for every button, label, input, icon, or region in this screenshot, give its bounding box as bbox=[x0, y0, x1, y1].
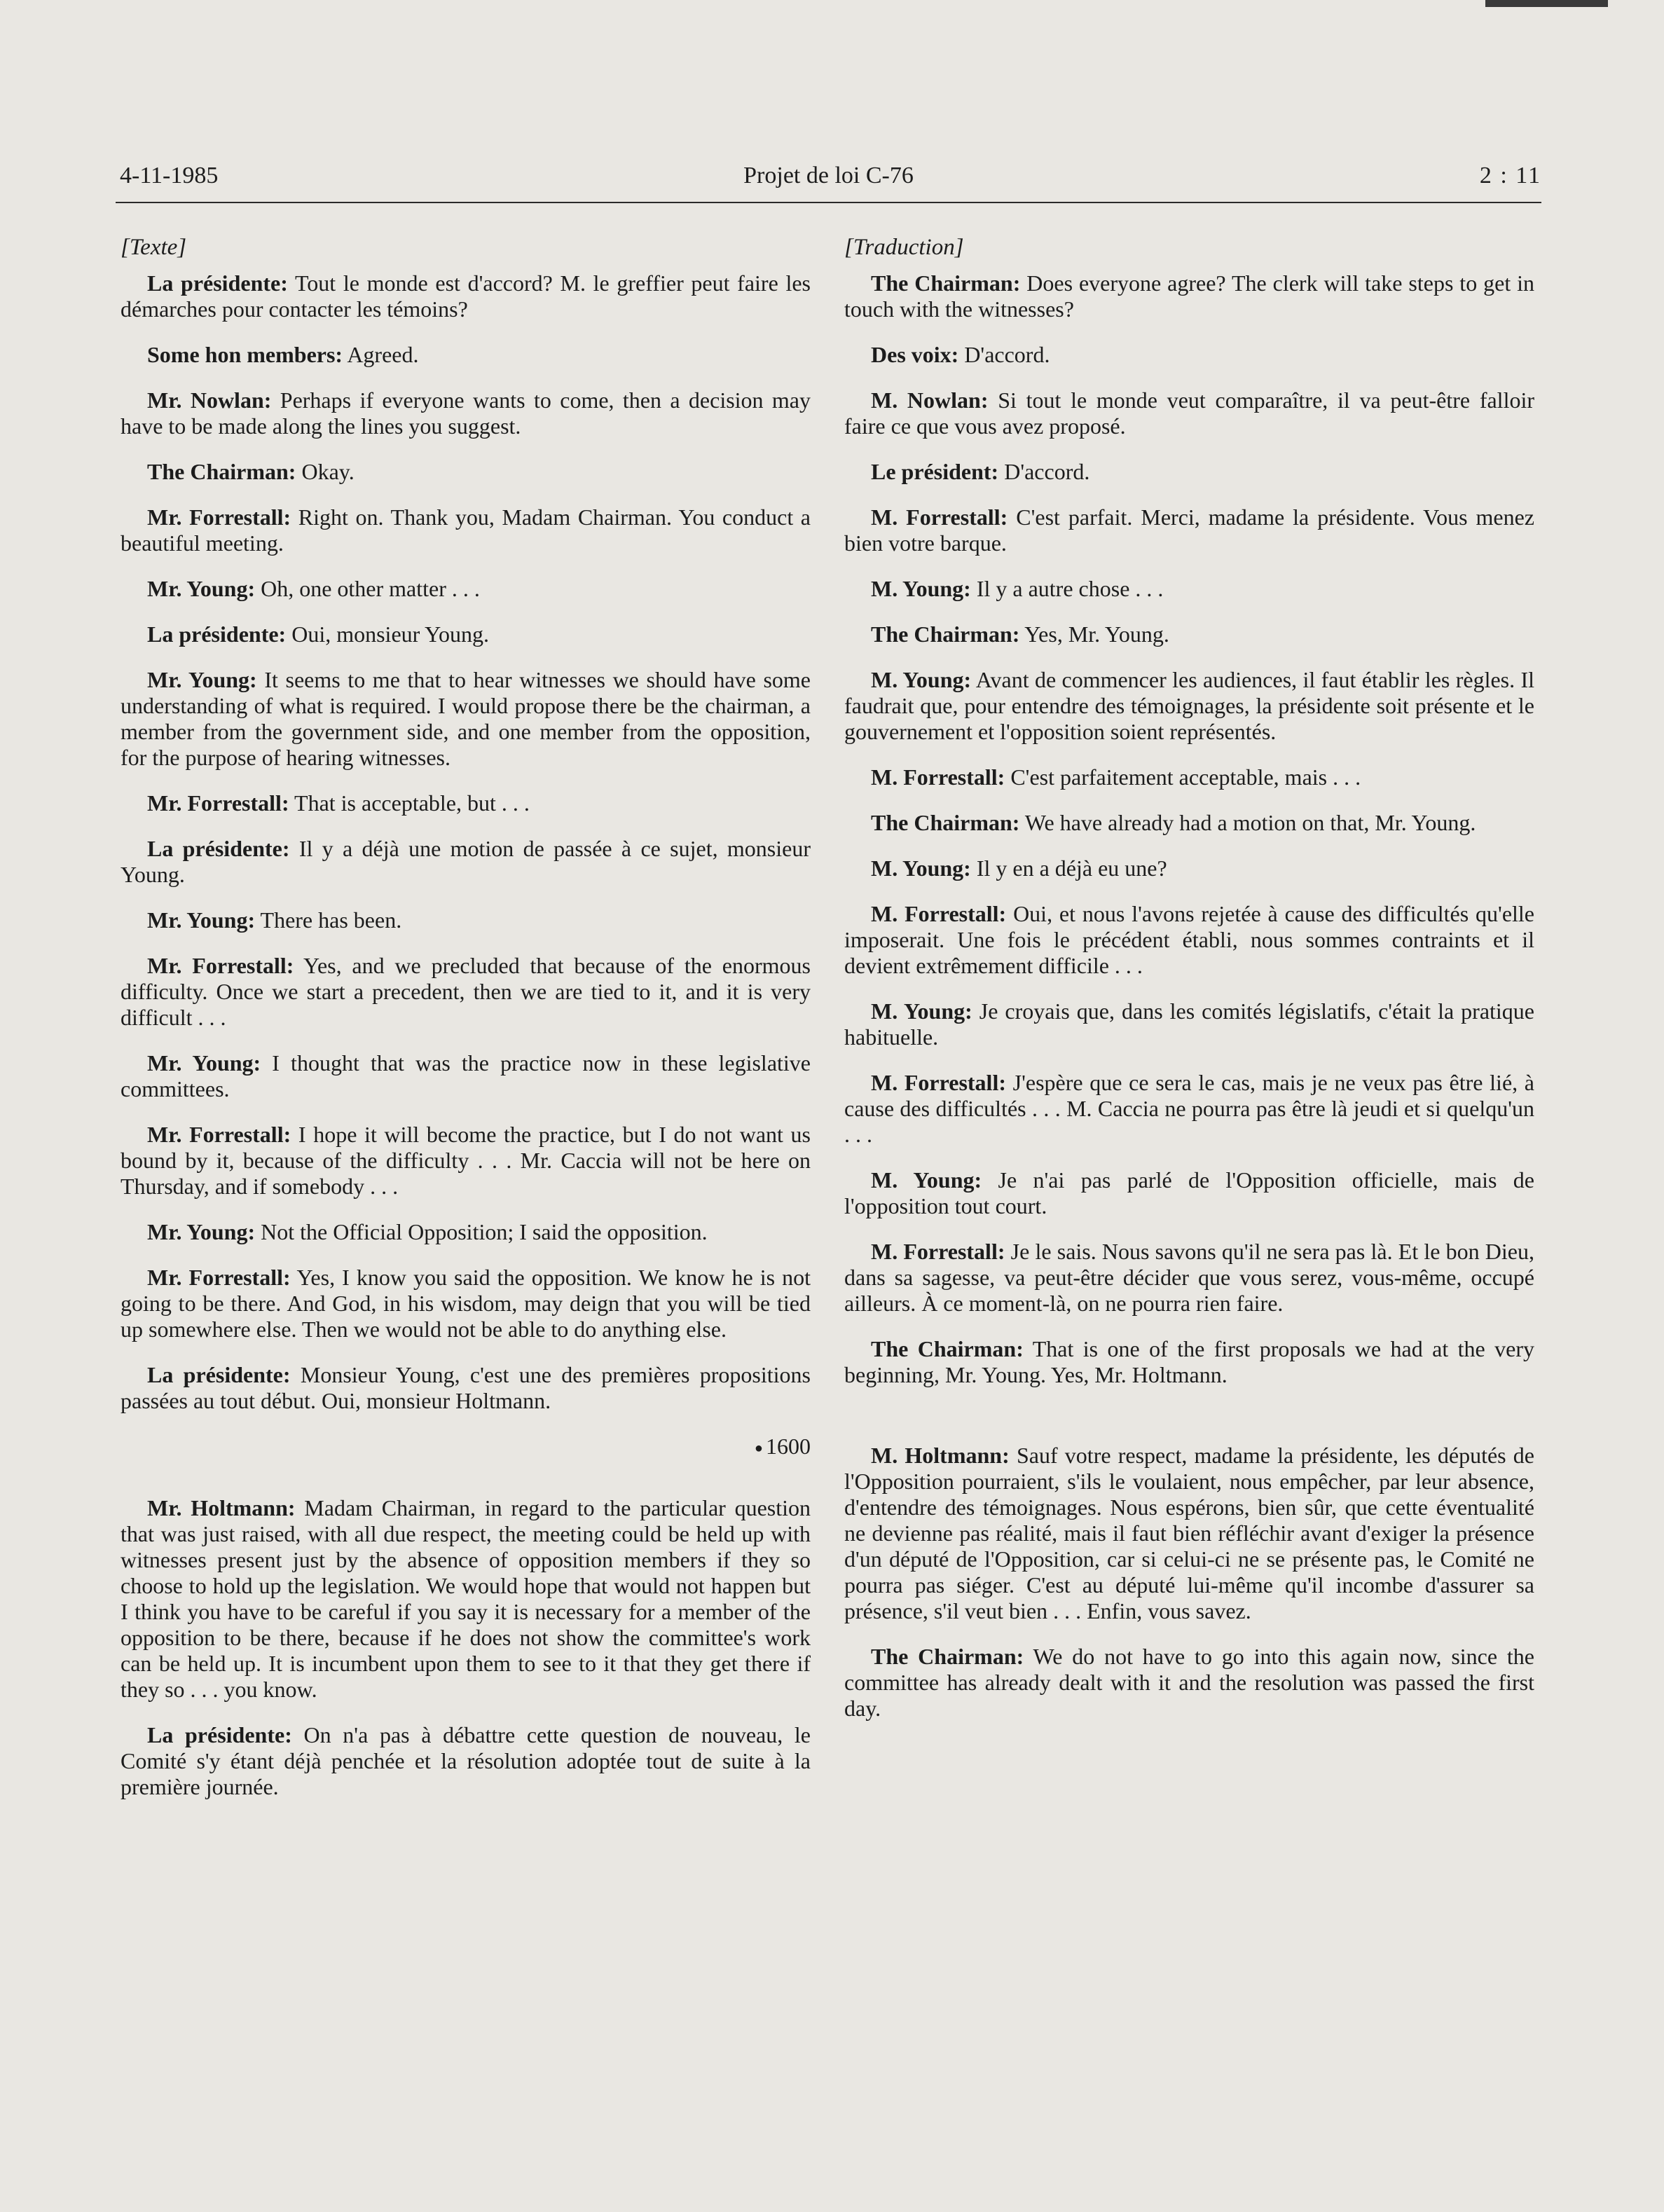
speech-text: Perhaps if everyone wants to come, then a decision may have to be made along the lines you suggest. bbox=[121, 387, 811, 439]
transcript-paragraph bbox=[121, 504, 811, 556]
speaker-name: M. Forrestall: bbox=[871, 1070, 1006, 1095]
transcript-paragraph bbox=[844, 998, 1534, 1050]
speaker-name: The Chairman: bbox=[871, 1644, 1024, 1669]
right-column bbox=[844, 235, 1534, 1741]
bullet-icon: ● bbox=[754, 1441, 763, 1457]
speaker-name: The Chairman: bbox=[871, 810, 1020, 835]
speaker-name: M. Young: bbox=[871, 1167, 982, 1193]
speaker-name: La présidente: bbox=[147, 1362, 291, 1387]
speech-text: Il y a autre chose . . . bbox=[970, 576, 1164, 601]
speaker-name: Mr. Holtmann: bbox=[147, 1495, 296, 1521]
transcript-paragraph bbox=[844, 621, 1534, 647]
transcript-paragraph bbox=[121, 621, 811, 647]
speech-text: Yes, I know you said the opposition. We know he is not going to be there. And God, in his wisdom, may deign that you will be tied up somewhere else. Then we would not be able to do anything else. bbox=[121, 1265, 811, 1342]
transcript-paragraph bbox=[844, 764, 1534, 790]
speech-text: Right on. Thank you, Madam Chairman. You conduct a beautiful meeting. bbox=[121, 504, 811, 556]
left-paragraphs bbox=[121, 270, 811, 1414]
speaker-name: The Chairman: bbox=[147, 459, 296, 484]
left-column bbox=[121, 235, 811, 1820]
speech-text: I hope it will become the practice, but I do not want us bound by it, because of the difficulty . . . Mr. Caccia will not be here on Thursday, and if somebody . . . bbox=[121, 1122, 811, 1199]
speaker-name: Mr. Forrestall: bbox=[147, 790, 289, 816]
header-rule bbox=[116, 202, 1541, 203]
speech-text: We have already had a motion on that, Mr. Young. bbox=[1019, 810, 1476, 835]
transcript-paragraph bbox=[844, 1167, 1534, 1219]
time-marker bbox=[121, 1434, 811, 1462]
speaker-name: Mr. Nowlan: bbox=[147, 387, 272, 413]
transcript-paragraph bbox=[121, 667, 811, 771]
transcript-paragraph bbox=[121, 1219, 811, 1245]
speech-text: Sauf votre respect, madame la présidente, les députés de l'Opposition pourraient, s'ils le voulaient, nous empêcher, par leur absence, d'entendre des témoignages. Nous espérons, bien sûr, que cette éventualité ne devienne pas réalité, mais il faut bien réfléchir avant d'exiger la présence d'un député de l'Opposition, car si celui-ci ne se présente pas, le Comité ne pourra pas siéger. C'est au député lui-même qu'il incombe d'assurer sa présence, s'il veut bien . . . Enfin, vous savez. bbox=[844, 1443, 1535, 1623]
transcript-paragraph bbox=[121, 1265, 811, 1342]
transcript-paragraph bbox=[844, 1443, 1534, 1624]
speaker-name: The Chairman: bbox=[871, 270, 1021, 296]
speech-text: I thought that was the practice now in these legislative committees. bbox=[121, 1050, 811, 1101]
speaker-name: M. Nowlan: bbox=[871, 387, 989, 413]
transcript-paragraph bbox=[121, 953, 811, 1031]
transcript-paragraph bbox=[121, 1122, 811, 1200]
transcript-paragraph bbox=[844, 667, 1534, 745]
speaker-name: M. Young: bbox=[871, 856, 971, 881]
transcript-paragraph bbox=[121, 836, 811, 888]
transcript-paragraph bbox=[121, 790, 811, 816]
transcript-paragraph bbox=[844, 856, 1534, 881]
speech-text: Oh, one other matter . . . bbox=[255, 576, 480, 601]
transcript-paragraph bbox=[844, 504, 1534, 556]
speech-text: Il y a déjà une motion de passée à ce sujet, monsieur Young. bbox=[121, 836, 811, 887]
speech-text: D'accord. bbox=[958, 342, 1050, 367]
speech-text: Si tout le monde veut comparaître, il va peut-être falloir faire ce que vous avez proposé. bbox=[844, 387, 1535, 439]
transcript-paragraph bbox=[844, 1070, 1534, 1148]
speech-text: On n'a pas à débattre cette question de nouveau, le Comité s'y étant déjà penchée et la résolution adoptée tout de suite à la première journée. bbox=[121, 1722, 811, 1800]
speaker-name: Le président: bbox=[871, 459, 999, 484]
speaker-name: M. Young: bbox=[871, 667, 972, 692]
speech-text: We do not have to go into this again now, since the committee has already dealt with it and the resolution was passed the first day. bbox=[844, 1644, 1535, 1721]
column-label-traduction: [Traduction] bbox=[844, 235, 964, 260]
speaker-name: Mr. Young: bbox=[147, 907, 256, 933]
header-page-number: 2 : 11 bbox=[1479, 163, 1541, 188]
transcript-paragraph bbox=[844, 459, 1534, 485]
speech-text: It seems to me that to hear witnesses we should have some understanding of what is required. I would propose there be the chairman, a member from the government side, and one member from the opposition, for the purpose of hearing witnesses. bbox=[121, 667, 811, 770]
speaker-name: M. Forrestall: bbox=[871, 1239, 1005, 1264]
speaker-name: Des voix: bbox=[871, 342, 959, 367]
corner-mark bbox=[1485, 0, 1608, 7]
transcript-paragraph bbox=[844, 270, 1534, 322]
speaker-name: Mr. Young: bbox=[147, 576, 256, 601]
transcript-paragraph bbox=[121, 1495, 811, 1703]
time-marker-value: 1600 bbox=[766, 1434, 811, 1459]
speaker-name: Mr. Forrestall: bbox=[147, 953, 294, 978]
speech-text: There has been. bbox=[255, 907, 402, 933]
column-gap bbox=[844, 1408, 1534, 1443]
speech-text: That is acceptable, but . . . bbox=[289, 790, 530, 816]
speaker-name: M. Forrestall: bbox=[871, 764, 1005, 790]
column-label-texte: [Texte] bbox=[121, 235, 187, 260]
transcript-paragraph bbox=[844, 810, 1534, 836]
speaker-name: The Chairman: bbox=[871, 1336, 1024, 1361]
speaker-name: Some hon members: bbox=[147, 342, 343, 367]
speech-text: That is one of the first proposals we had at the very beginning, Mr. Young. Yes, Mr. Holtmann. bbox=[844, 1336, 1535, 1387]
speaker-name: M. Forrestall: bbox=[871, 901, 1007, 926]
transcript-paragraph bbox=[844, 1336, 1534, 1388]
transcript-paragraph bbox=[844, 901, 1534, 979]
transcript-paragraph bbox=[121, 387, 811, 439]
speaker-name: La présidente: bbox=[147, 270, 288, 296]
header-title: Projet de loi C-76 bbox=[743, 163, 914, 188]
speech-text: Yes, and we precluded that because of the enormous difficulty. Once we start a precedent, then we are tied to it, and it is very difficult . . . bbox=[121, 953, 811, 1030]
transcript-paragraph bbox=[844, 1644, 1534, 1722]
speaker-name: M. Forrestall: bbox=[871, 504, 1008, 530]
speech-text: C'est parfait. Merci, madame la présidente. Vous menez bien votre barque. bbox=[844, 504, 1535, 556]
transcript-paragraph bbox=[121, 576, 811, 602]
transcript-paragraph bbox=[121, 459, 811, 485]
right-paragraphs bbox=[844, 270, 1534, 1388]
header-date: 4-11-1985 bbox=[120, 163, 219, 188]
speech-text: Okay. bbox=[296, 459, 355, 484]
speech-text: J'espère que ce sera le cas, mais je ne veux pas être lié, à cause des difficultés . . . M. Caccia ne pourra pas être là jeudi et si quelqu'un . . . bbox=[844, 1070, 1535, 1147]
speaker-name: Mr. Forrestall: bbox=[147, 504, 291, 530]
speech-text: D'accord. bbox=[998, 459, 1090, 484]
speech-text: Oui, et nous l'avons rejetée à cause des difficultés qu'elle imposerait. Une fois le précédent établi, nous sommes contraints et il devient extrêmement difficile . . . bbox=[844, 901, 1535, 978]
speaker-name: Mr. Young: bbox=[147, 667, 257, 692]
speaker-name: Mr. Young: bbox=[147, 1219, 256, 1244]
speech-text: Avant de commencer les audiences, il faut établir les règles. Il faudrait que, pour entendre des témoignages, la présidente soit présente et le gouvernement et l'opposition soient représentés. bbox=[844, 667, 1535, 744]
speech-text: Yes, Mr. Young. bbox=[1019, 621, 1169, 647]
speaker-name: Mr. Young: bbox=[147, 1050, 261, 1076]
transcript-paragraph bbox=[844, 1239, 1534, 1317]
speech-text: Oui, monsieur Young. bbox=[286, 621, 490, 647]
transcript-paragraph bbox=[844, 342, 1534, 368]
speech-text: Not the Official Opposition; I said the opposition. bbox=[255, 1219, 708, 1244]
speech-text: Il y en a déjà eu une? bbox=[970, 856, 1167, 881]
speaker-name: The Chairman: bbox=[871, 621, 1020, 647]
transcript-paragraph bbox=[844, 576, 1534, 602]
speaker-name: M. Holtmann: bbox=[871, 1443, 1010, 1468]
speech-text: Je croyais que, dans les comités législatifs, c'était la pratique habituelle. bbox=[844, 998, 1535, 1050]
transcript-paragraph bbox=[121, 270, 811, 322]
speech-text: Tout le monde est d'accord? M. le greffier peut faire les démarches pour contacter les témoins? bbox=[121, 270, 811, 322]
page-header bbox=[116, 163, 1541, 205]
speaker-name: M. Young: bbox=[871, 998, 972, 1024]
transcript-paragraph bbox=[121, 1362, 811, 1414]
speech-text: Does everyone agree? The clerk will take steps to get in touch with the witnesses? bbox=[844, 270, 1535, 322]
transcript-paragraph bbox=[121, 342, 811, 368]
transcript-paragraph bbox=[121, 1722, 811, 1800]
transcript-paragraph bbox=[121, 1050, 811, 1102]
transcript-paragraph bbox=[844, 387, 1534, 439]
speech-text: Monsieur Young, c'est une des premières propositions passées au tout début. Oui, monsieur Holtmann. bbox=[121, 1362, 811, 1413]
speaker-name: La présidente: bbox=[147, 1722, 292, 1748]
speaker-name: Mr. Forrestall: bbox=[147, 1122, 291, 1147]
speaker-name: La présidente: bbox=[147, 621, 287, 647]
right-paragraphs-after bbox=[844, 1443, 1534, 1722]
left-paragraphs-after bbox=[121, 1495, 811, 1800]
speech-text: Madam Chairman, in regard to the particular question that was just raised, with all due respect, the meeting could be held up with witnesses present just by the absence of opposition members if they so choose to hold up the legislation. We would hope that would not happen but I think you have to be careful if you say it is necessary for a member of the opposition to be there, because if he does not show the committee's work can be held up. It is incumbent upon them to see to it that they get there if they so . . . you know. bbox=[121, 1495, 811, 1703]
speaker-name: La présidente: bbox=[147, 836, 290, 861]
speaker-name: Mr. Forrestall: bbox=[147, 1265, 291, 1290]
speech-text: Agreed. bbox=[343, 342, 419, 367]
transcript-paragraph bbox=[121, 907, 811, 933]
speech-text: C'est parfaitement acceptable, mais . . . bbox=[1005, 764, 1361, 790]
speech-text: Je le sais. Nous savons qu'il ne sera pas là. Et le bon Dieu, dans sa sagesse, va peut-être décider que vous serez, vous-même, occupé ailleurs. À ce moment-là, on ne pourra rien faire. bbox=[844, 1239, 1535, 1316]
speaker-name: M. Young: bbox=[871, 576, 971, 601]
speech-text: Je n'ai pas parlé de l'Opposition officielle, mais de l'opposition tout court. bbox=[844, 1167, 1535, 1218]
